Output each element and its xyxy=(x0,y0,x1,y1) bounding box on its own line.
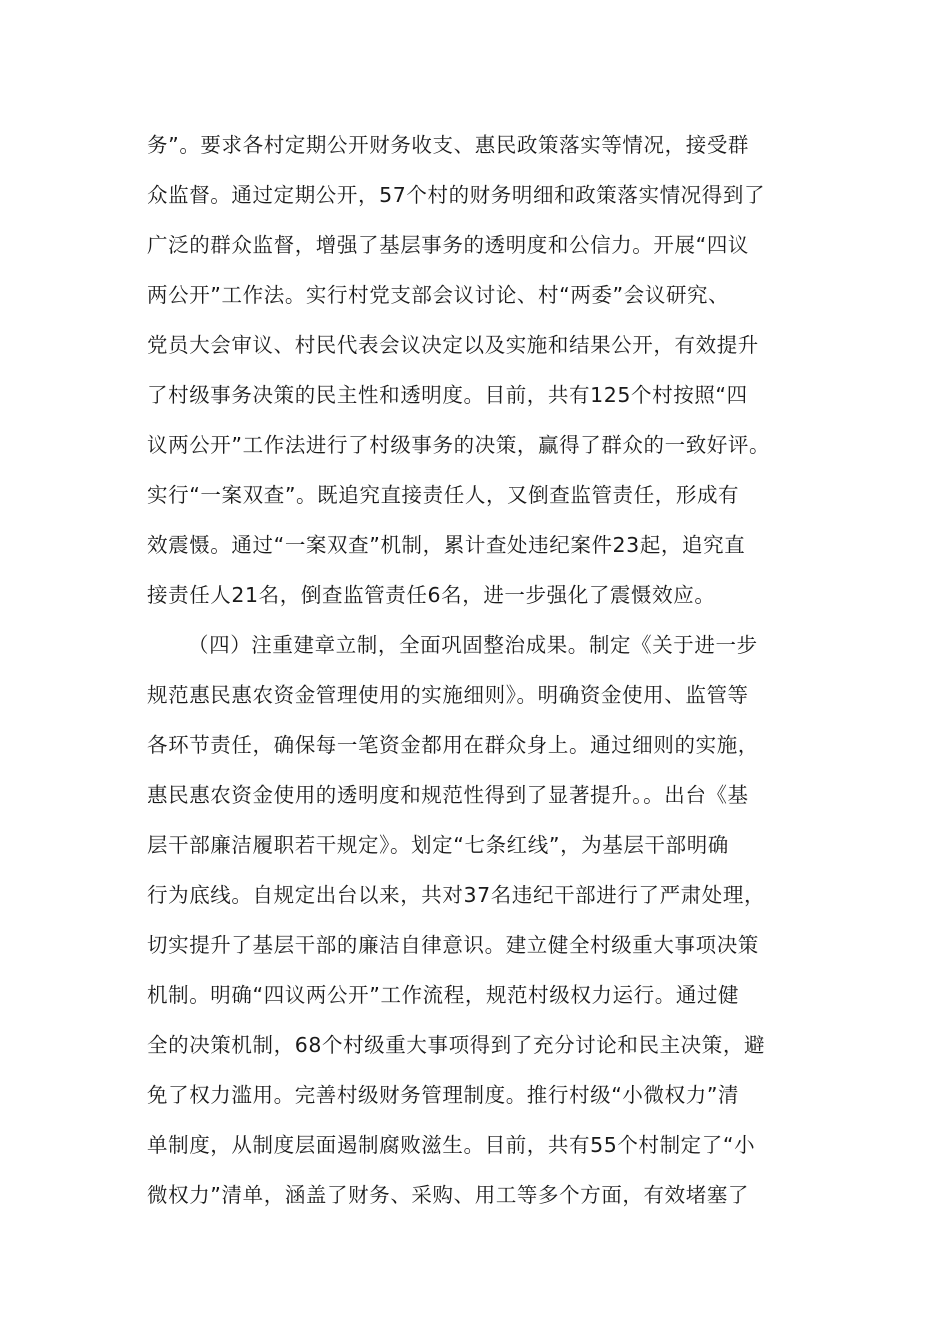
text-line: 层干部廉洁履职若干规定》。划定“七条红线”，为基层干部明确 xyxy=(147,833,729,857)
text-line: 实行“一案双查”。既追究直接责任人，又倒查监管责任，形成有 xyxy=(147,483,740,507)
text-line: 微权力”清单，涵盖了财务、采购、用工等多个方面，有效堵塞了 xyxy=(147,1183,750,1207)
text-line: 单制度，从制度层面遏制腐败滋生。目前，共有55个村制定了“小 xyxy=(147,1133,756,1157)
text-line: 务”。要求各村定期公开财务收支、惠民政策落实等情况，接受群 xyxy=(147,133,750,157)
text-line: 免了权力滥用。完善村级财务管理制度。推行村级“小微权力”清 xyxy=(147,1083,740,1107)
text-line: 众监督。通过定期公开，57个村的财务明细和政策落实情况得到了 xyxy=(147,183,766,207)
text-line: 接责任人21名，倒查监管责任6名，进一步强化了震慑效应。 xyxy=(147,583,716,607)
text-line: 切实提升了基层干部的廉洁自律意识。建立健全村级重大事项决策 xyxy=(147,933,759,957)
text-line: 效震慑。通过“一案双查”机制，累计查处违纪案件23起，追究直 xyxy=(147,533,746,557)
text-line: 党员大会审议、村民代表会议决定以及实施和结果公开，有效提升 xyxy=(147,333,759,357)
text-line: 两公开”工作法。实行村党支部会议讨论、村“两委”会议研究、 xyxy=(147,283,730,307)
text-line: 行为底线。自规定出台以来，共对37名违纪干部进行了严肃处理， xyxy=(147,883,766,907)
text-line: 了村级事务决策的民主性和透明度。目前，共有125个村按照“四 xyxy=(147,383,748,407)
text-line: 规范惠民惠农资金管理使用的实施细则》。明确资金使用、监管等 xyxy=(147,683,749,707)
text-line: 全的决策机制，68个村级重大事项得到了充分讨论和民主决策，避 xyxy=(147,1033,766,1057)
section-heading-line: （四）注重建章立制，全面巩固整治成果。制定《关于进一步 xyxy=(188,633,758,657)
text-line: 机制。明确“四议两公开”工作流程，规范村级权力运行。通过健 xyxy=(147,983,740,1007)
text-line: 各环节责任，确保每一笔资金都用在群众身上。通过细则的实施， xyxy=(147,733,759,757)
text-line: 惠民惠农资金使用的透明度和规范性得到了显著提升。。出台《基 xyxy=(147,783,749,807)
text-line: 议两公开”工作法进行了村级事务的决策，赢得了群众的一致好评。 xyxy=(147,433,771,457)
text-line: 广泛的群众监督，增强了基层事务的透明度和公信力。开展“四议 xyxy=(147,233,750,257)
